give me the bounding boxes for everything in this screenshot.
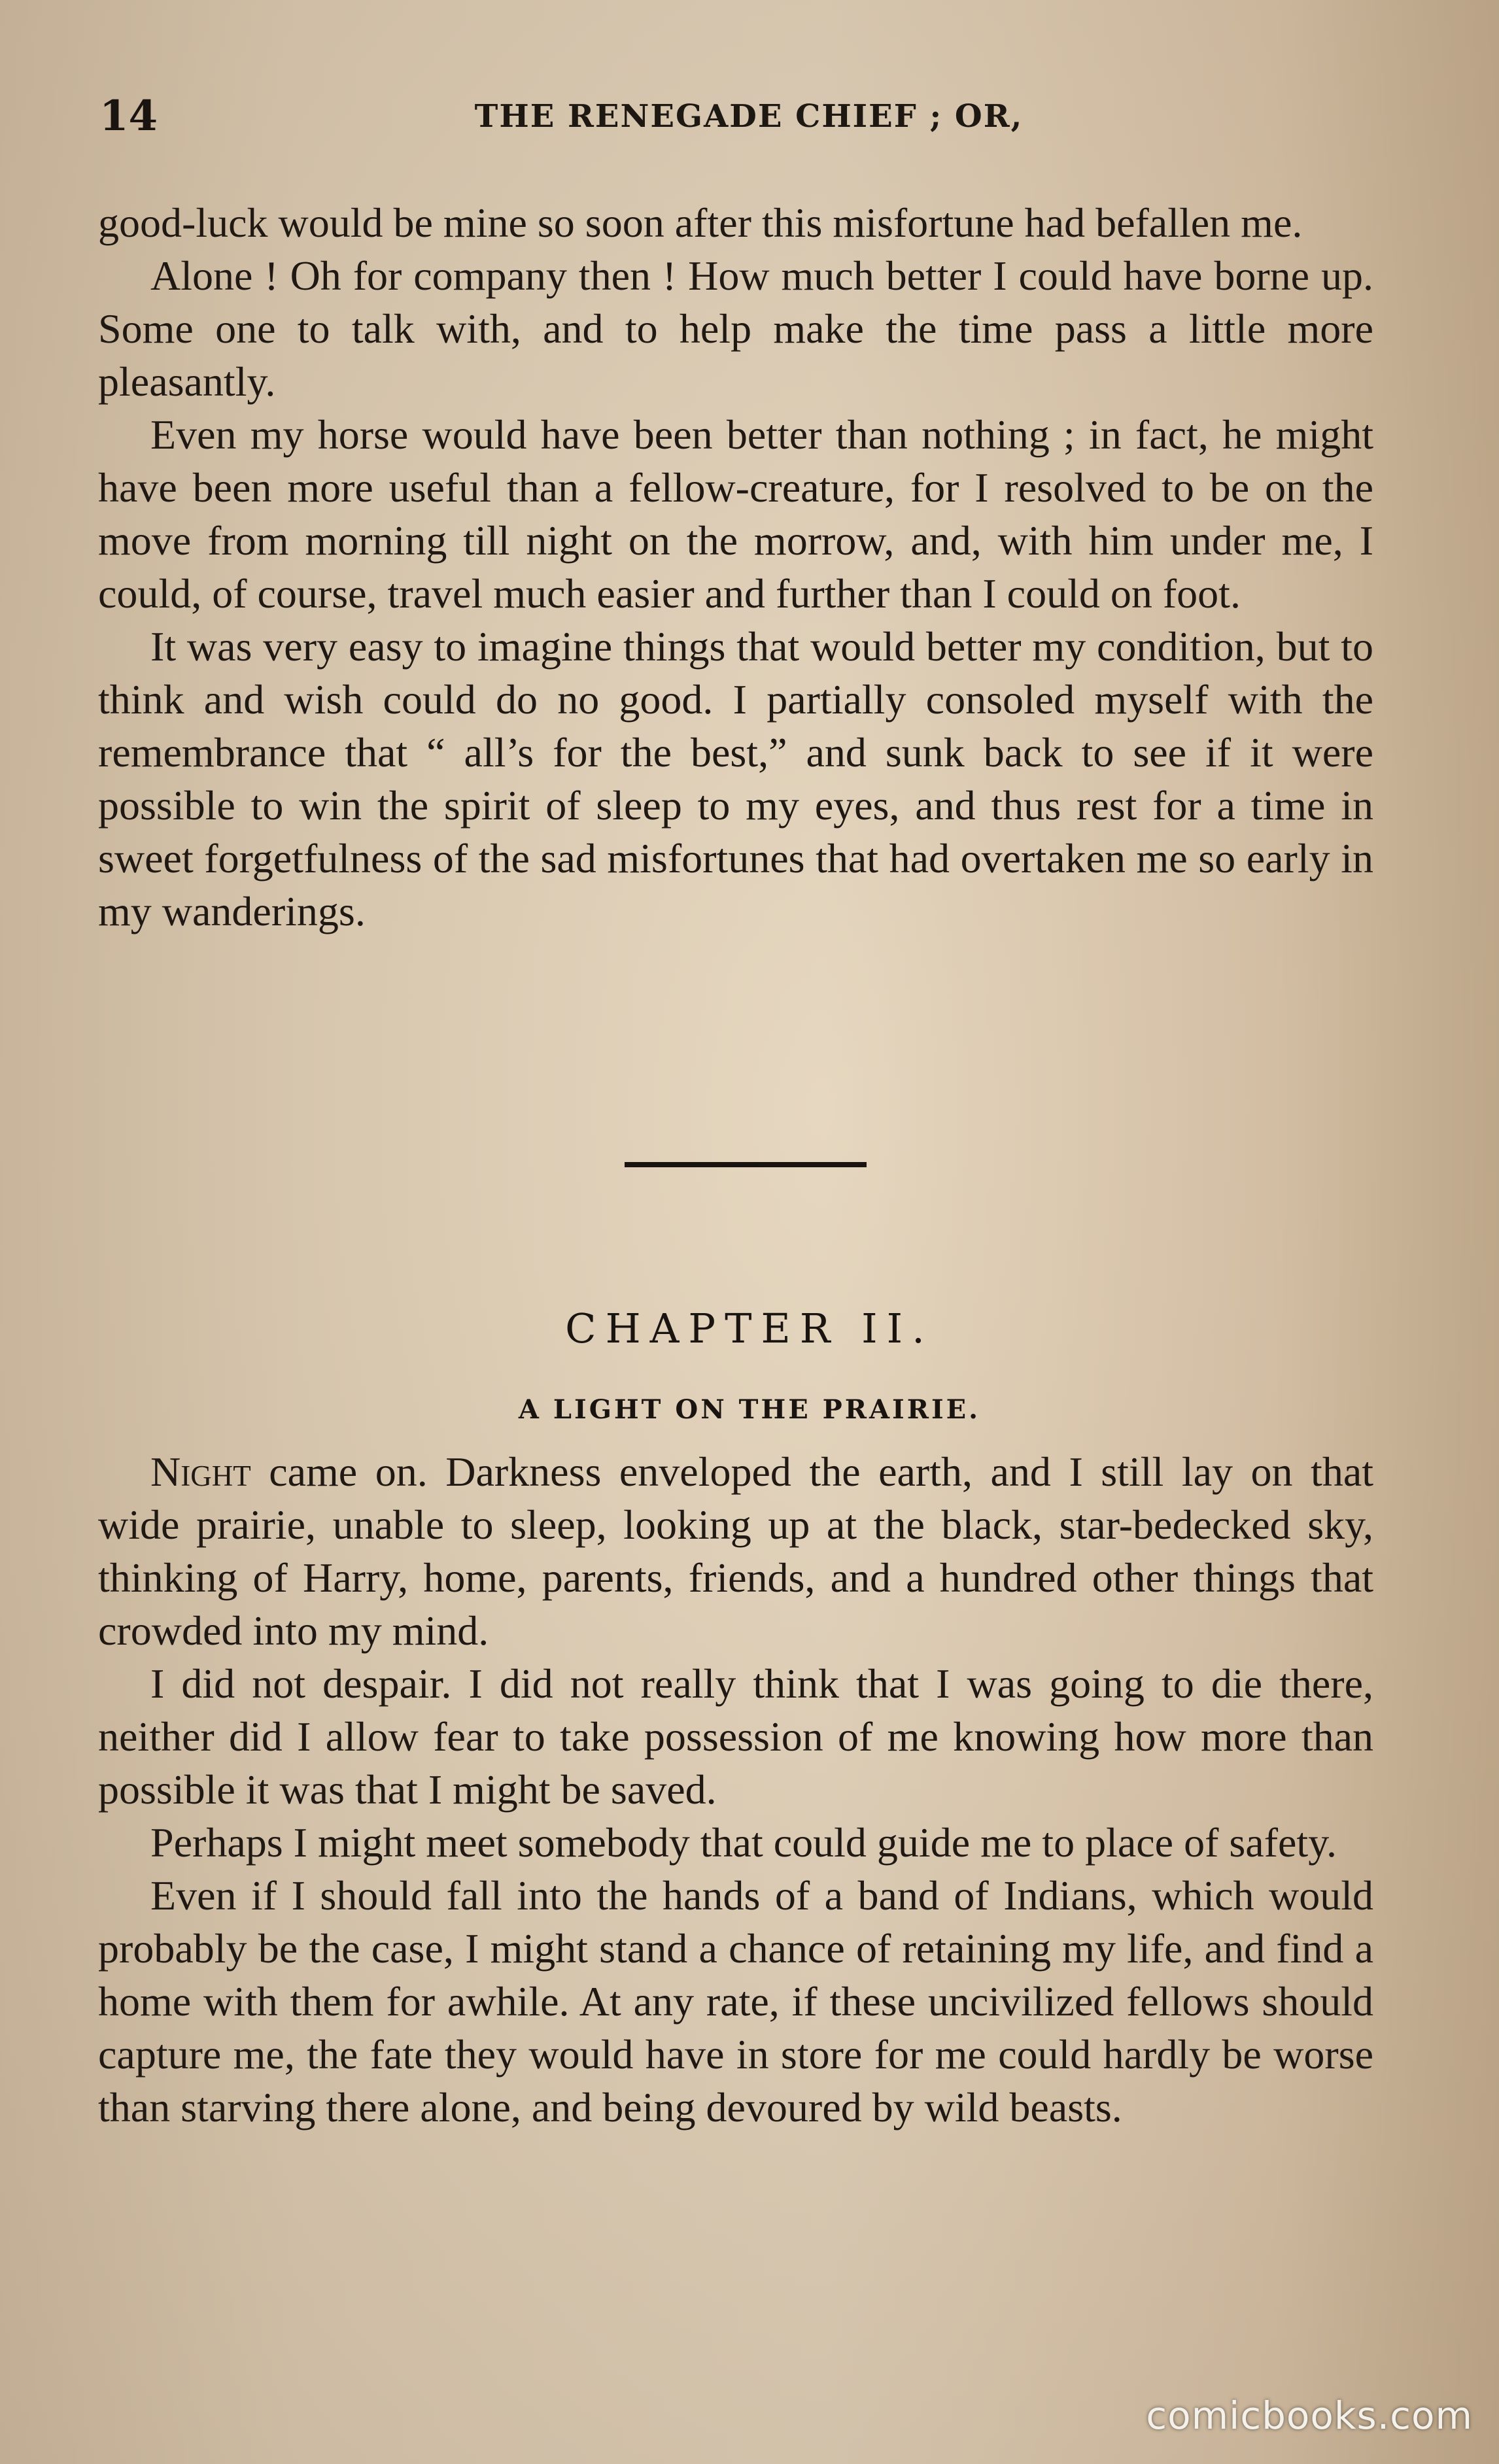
paragraph: Perhaps I might meet somebody that could guide me to place of safety. <box>150 1819 1337 1866</box>
chapter-title: CHAPTER II. <box>565 1305 934 1352</box>
paragraph <box>98 1445 1373 1657</box>
chapter-text <box>98 1445 1373 2134</box>
paragraph: Even if I should fall into the hands of a band of Indians, which would probably be the case, I might stand a chance of retaining my life, and find a home with them for awhile. At any rate, if these uncivilized fellows should capture me, the fate they would have in store for me could hardly be worse than starving there alone, and being devoured by wild beasts. <box>98 1872 1373 2130</box>
running-head: THE RENEGADE CHIEF ; OR, <box>474 98 1024 135</box>
page-number: 14 <box>99 92 158 141</box>
page-header <box>92 92 1406 144</box>
pre-chapter-text <box>98 196 1373 938</box>
chapter-subtitle: A LIGHT ON THE PRAIRIE. <box>518 1394 981 1425</box>
lead-word: Night <box>150 1448 251 1495</box>
section-divider <box>625 1162 867 1167</box>
watermark: comicbooks.com <box>1146 2393 1473 2438</box>
paragraph: Alone ! Oh for company then ! How much better I could have borne up. Some one to talk with, and to help make the time pass a little more pleasantly. <box>98 252 1373 405</box>
paragraph: I did not despair. I did not really think that I was going to die there, neither did I allow fear to take possession of me knowing how more than possible it was that I might be saved. <box>98 1660 1373 1813</box>
paragraph-body: came on. Darkness enveloped the earth, and I still lay on that wide prairie, unable to sleep, looking up at the black, star-bedecked sky, thinking of Harry, home, parents, friends, and a hundred other things that crowded into my mind. <box>98 1448 1373 1654</box>
paragraph: It was very easy to imagine things that would better my condition, but to think and wish could do no good. I partially consoled myself with the remembrance that “ all’s for the best,” and sunk back to see if it were possible to win the spirit of sleep to my eyes, and thus rest for a time in sweet forgetfulness of the sad misfortunes that had overtaken me so early in my wanderings. <box>98 623 1373 934</box>
paragraph: good-luck would be mine so soon after this misfortune had befallen me. <box>98 199 1303 246</box>
paragraph: Even my horse would have been better than nothing ; in fact, he might have been more useful than a fellow-creature, for I resolved to be on the move from morning till night on the morrow, and, with him under me, I could, of course, travel much easier and further than I could on foot. <box>98 411 1373 617</box>
